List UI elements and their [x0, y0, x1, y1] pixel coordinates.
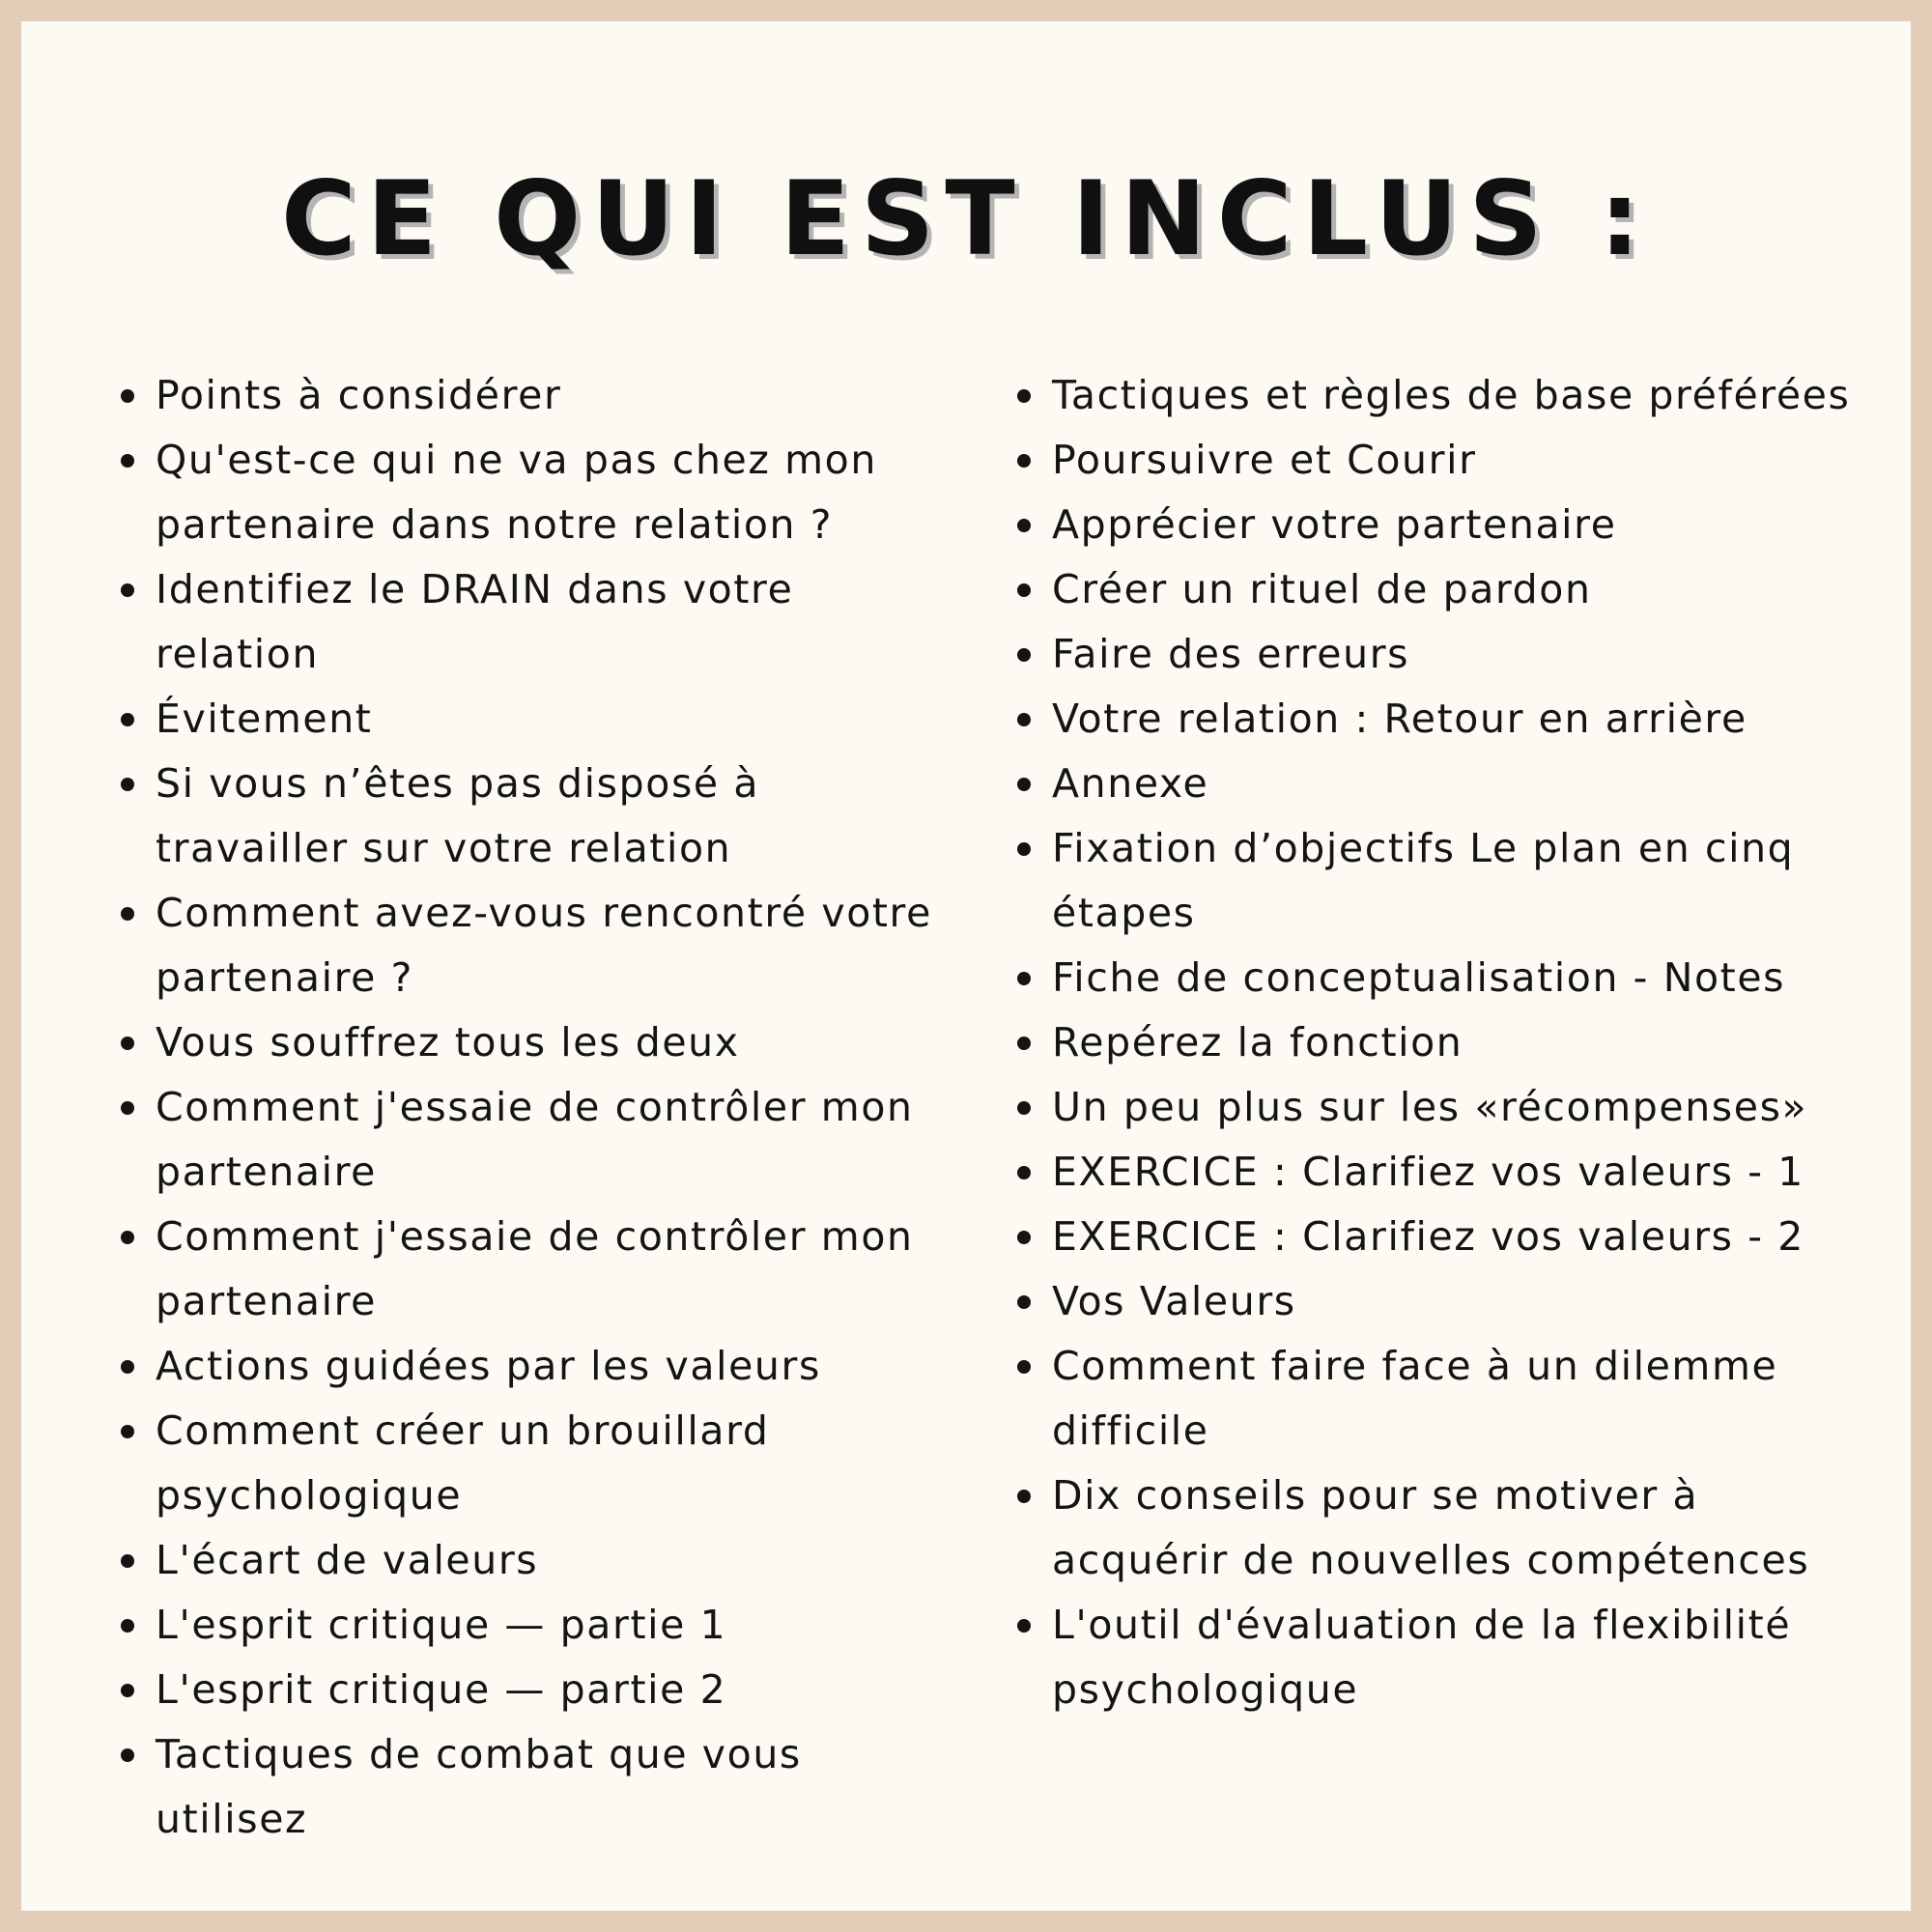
bullet-icon	[1017, 1231, 1031, 1244]
list-item	[1052, 1075, 1883, 1140]
list-item	[1052, 752, 1883, 816]
list-item-text: Points à considérer	[156, 372, 562, 418]
list-item-text: EXERCICE : Clarifiez vos valeurs - 1	[1052, 1149, 1804, 1195]
included-list-right	[1052, 363, 1883, 1722]
list-item-text: Identifiez le DRAIN dans votre relation	[156, 566, 794, 677]
bullet-icon	[1017, 1490, 1031, 1503]
list-item-text: Si vous n’êtes pas disposé à travailler sur votre relation	[156, 760, 760, 871]
bullet-icon	[121, 1684, 134, 1697]
bullet-icon	[1017, 1037, 1031, 1050]
list-item	[156, 1528, 957, 1593]
list-item-text: Comment j'essaie de contrôler mon partenaire	[156, 1213, 914, 1324]
list-item-text: Comment avez-vous rencontré votre partenaire ?	[156, 890, 932, 1001]
list-item	[156, 1399, 957, 1528]
list-item	[1052, 816, 1883, 946]
bullet-icon	[121, 713, 134, 726]
list-item	[1052, 946, 1883, 1010]
page-title: CE QUI EST INCLUS :	[280, 159, 1651, 278]
list-item-text: Évitement	[156, 696, 373, 742]
list-item	[156, 1593, 957, 1658]
bullet-icon	[1017, 1295, 1031, 1309]
list-item	[1052, 1269, 1883, 1334]
bullet-icon	[121, 1619, 134, 1633]
bullet-icon	[1017, 842, 1031, 856]
list-item-text: Repérez la fonction	[1052, 1019, 1463, 1065]
list-item	[1052, 1205, 1883, 1269]
list-item	[1052, 1010, 1883, 1075]
list-item-text: Faire des erreurs	[1052, 631, 1410, 677]
bullet-icon	[1017, 1101, 1031, 1115]
list-item-text: Comment faire face à un dilemme difficile	[1052, 1343, 1778, 1454]
list-item-text: EXERCICE : Clarifiez vos valeurs - 2	[1052, 1213, 1804, 1260]
bullet-icon	[1017, 1619, 1031, 1633]
bullet-icon	[121, 1554, 134, 1568]
bullet-icon	[121, 778, 134, 791]
bullet-icon	[1017, 648, 1031, 662]
bullet-icon	[1017, 713, 1031, 726]
list-item	[1052, 493, 1883, 557]
included-list-left	[156, 363, 957, 1852]
bullet-icon	[1017, 972, 1031, 985]
list-item-text: Tactiques et règles de base préférées	[1052, 372, 1851, 418]
list-item-text: Votre relation : Retour en arrière	[1052, 696, 1747, 742]
list-item	[1052, 687, 1883, 752]
list-item-text: Apprécier votre partenaire	[1052, 501, 1617, 548]
bullet-icon	[1017, 1166, 1031, 1179]
list-item-text: L'esprit critique — partie 2	[156, 1666, 727, 1713]
list-item-text: Tactiques de combat que vous utilisez	[156, 1731, 802, 1842]
bullet-icon	[121, 583, 134, 597]
list-item-text: Annexe	[1052, 760, 1209, 807]
list-item	[156, 1075, 957, 1205]
list-item	[156, 1722, 957, 1852]
list-item	[1052, 1140, 1883, 1205]
bullet-icon	[1017, 454, 1031, 468]
bullet-icon	[1017, 778, 1031, 791]
bullet-icon	[121, 1748, 134, 1762]
bullet-icon	[1017, 389, 1031, 403]
list-item-text: Créer un rituel de pardon	[1052, 566, 1592, 612]
list-item-text: Fiche de conceptualisation - Notes	[1052, 954, 1786, 1001]
list-item	[1052, 1593, 1883, 1722]
bullet-icon	[121, 1101, 134, 1115]
bullet-icon	[121, 454, 134, 468]
list-item	[1052, 363, 1883, 428]
list-item	[1052, 557, 1883, 622]
bullet-icon	[121, 907, 134, 921]
list-item	[156, 881, 957, 1010]
bullet-icon	[1017, 583, 1031, 597]
list-item	[156, 1205, 957, 1334]
list-item	[1052, 1334, 1883, 1463]
list-item-text: Vos Valeurs	[1052, 1278, 1296, 1324]
bullet-icon	[121, 389, 134, 403]
list-item-text: L'esprit critique — partie 1	[156, 1602, 727, 1648]
content-panel	[21, 21, 1911, 1911]
list-item-text: Un peu plus sur les «récompenses»	[1052, 1084, 1808, 1130]
list-item	[156, 428, 957, 557]
bullet-icon	[121, 1360, 134, 1374]
list-item-text: Actions guidées par les valeurs	[156, 1343, 821, 1389]
list-item	[156, 363, 957, 428]
list-item-text: Comment créer un brouillard psychologique	[156, 1407, 770, 1519]
list-item	[156, 1334, 957, 1399]
list-item-text: L'outil d'évaluation de la flexibilité psychologique	[1052, 1602, 1792, 1713]
list-item	[156, 557, 957, 687]
bullet-icon	[1017, 519, 1031, 532]
list-item-text: L'écart de valeurs	[156, 1537, 539, 1583]
list-item	[156, 1010, 957, 1075]
bullet-icon	[1017, 1360, 1031, 1374]
list-item	[156, 752, 957, 881]
list-item	[1052, 622, 1883, 687]
list-item-text: Qu'est-ce qui ne va pas chez mon partenaire dans notre relation ?	[156, 437, 877, 548]
list-item	[156, 1658, 957, 1722]
list-item	[1052, 1463, 1883, 1593]
list-item	[156, 687, 957, 752]
bullet-icon	[121, 1425, 134, 1438]
list-item-text: Fixation d’objectifs Le plan en cinq étapes	[1052, 825, 1795, 936]
list-item-text: Comment j'essaie de contrôler mon partenaire	[156, 1084, 914, 1195]
list-item	[1052, 428, 1883, 493]
bullet-icon	[121, 1037, 134, 1050]
list-item-text: Dix conseils pour se motiver à acquérir de nouvelles compétences	[1052, 1472, 1810, 1583]
list-item-text: Vous souffrez tous les deux	[156, 1019, 740, 1065]
bullet-icon	[121, 1231, 134, 1244]
list-item-text: Poursuivre et Courir	[1052, 437, 1477, 483]
